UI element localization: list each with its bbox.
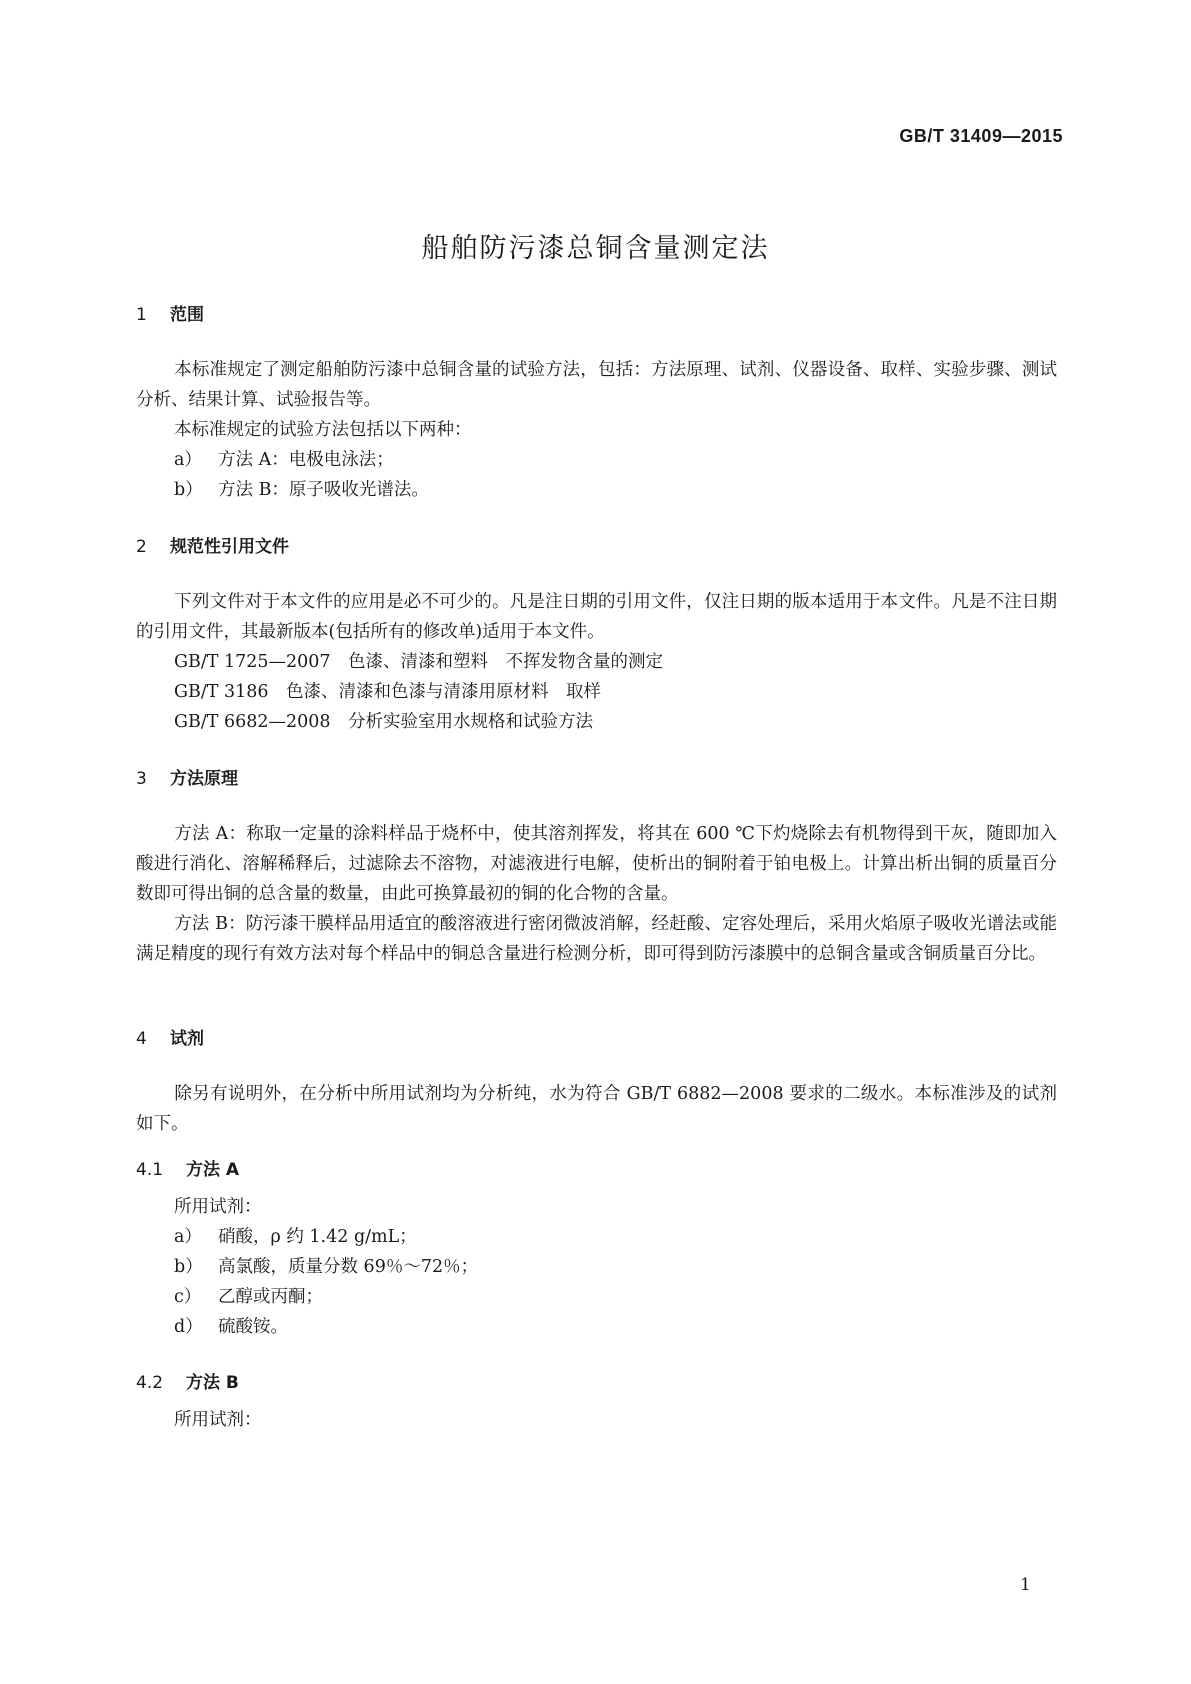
section-title: 方法 A [186,1160,240,1180]
page-number: 1 [1020,1575,1031,1595]
list-item: a） 方法 A：电极电泳法； [174,450,394,470]
document-title: 船舶防污漆总铜含量测定法 [421,233,770,264]
section-4-2-intro: 所用试剂： [174,1410,262,1430]
section-title: 试剂 [170,1029,204,1049]
list-item: a） 硝酸，ρ 约 1.42 g/mL； [174,1227,417,1247]
list-item: b） 高氯酸，质量分数 69％～72％； [174,1257,479,1277]
section-title: 规范性引用文件 [170,537,289,557]
section-4-heading [136,1024,204,1049]
section-2-heading [136,532,289,557]
section-number: 2 [136,537,147,557]
section-number: 3 [136,769,147,789]
reference-item: GB/T 1725—2007 色漆、清漆和塑料 不挥发物含量的测定 [174,652,664,672]
reference-item: GB/T 6682—2008 分析实验室用水规格和试验方法 [174,712,594,732]
list-item: c） 乙醇或丙酮； [174,1287,323,1307]
section-3-paragraph-2: 方法 B：防污漆干膜样品用适宜的酸溶液进行密闭微波消解，经赶酸、定容处理后，采用火焰原子吸收光谱法或能满足精度的现行有效方法对每个样品中的铜总含量进行检测分析，即可得到防污漆膜中的总铜含量或含铜质量百分比。 [136,914,1057,964]
list-item: b） 方法 B：原子吸收光谱法。 [174,480,429,500]
section-number: 4.1 [136,1160,164,1180]
section-1-paragraph-2: 本标准规定的试验方法包括以下两种： [174,420,472,440]
section-4-1-heading [136,1155,239,1180]
section-3-paragraph-1: 方法 A：称取一定量的涂料样品于烧杯中，使其溶剂挥发，将其在 600 ℃下灼烧除去有机物得到干灰，随即加入酸进行消化、溶解稀释后，过滤除去不溶物，对滤液进行电解，使析出的铜附着于铂电极上。计算出析出铜的质量百分数即可得出铜的总含量的数量，由此可换算最初的铜的化合物的含量。 [136,824,1057,904]
section-1-paragraph-1: 本标准规定了测定船舶防污漆中总铜含量的试验方法，包括：方法原理、试剂、仪器设备、取样、实验步骤、测试分析、结果计算、试验报告等。 [136,360,1057,410]
section-3-heading [136,764,238,789]
section-title: 方法 B [186,1373,239,1393]
reference-item: GB/T 3186 色漆、清漆和色漆与清漆用原材料 取样 [174,682,602,702]
section-number: 4 [136,1029,147,1049]
section-2-paragraph-1: 下列文件对于本文件的应用是必不可少的。凡是注日期的引用文件，仅注日期的版本适用于本文件。凡是不注日期的引用文件，其最新版本(包括所有的修改单)适用于本文件。 [136,592,1057,642]
section-4-1-intro: 所用试剂： [174,1197,262,1217]
section-1-heading [136,300,204,325]
section-title: 方法原理 [170,769,238,789]
list-item: d） 硫酸铵。 [174,1317,288,1337]
section-number: 1 [136,305,147,325]
section-title: 范围 [170,305,204,325]
standard-code: GB/T 31409—2015 [899,126,1063,146]
section-number: 4.2 [136,1373,164,1393]
section-4-2-heading [136,1368,239,1393]
section-4-paragraph-1: 除另有说明外，在分析中所用试剂均为分析纯，水为符合 GB/T 6882—2008 要求的二级水。本标准涉及的试剂如下。 [136,1084,1057,1134]
